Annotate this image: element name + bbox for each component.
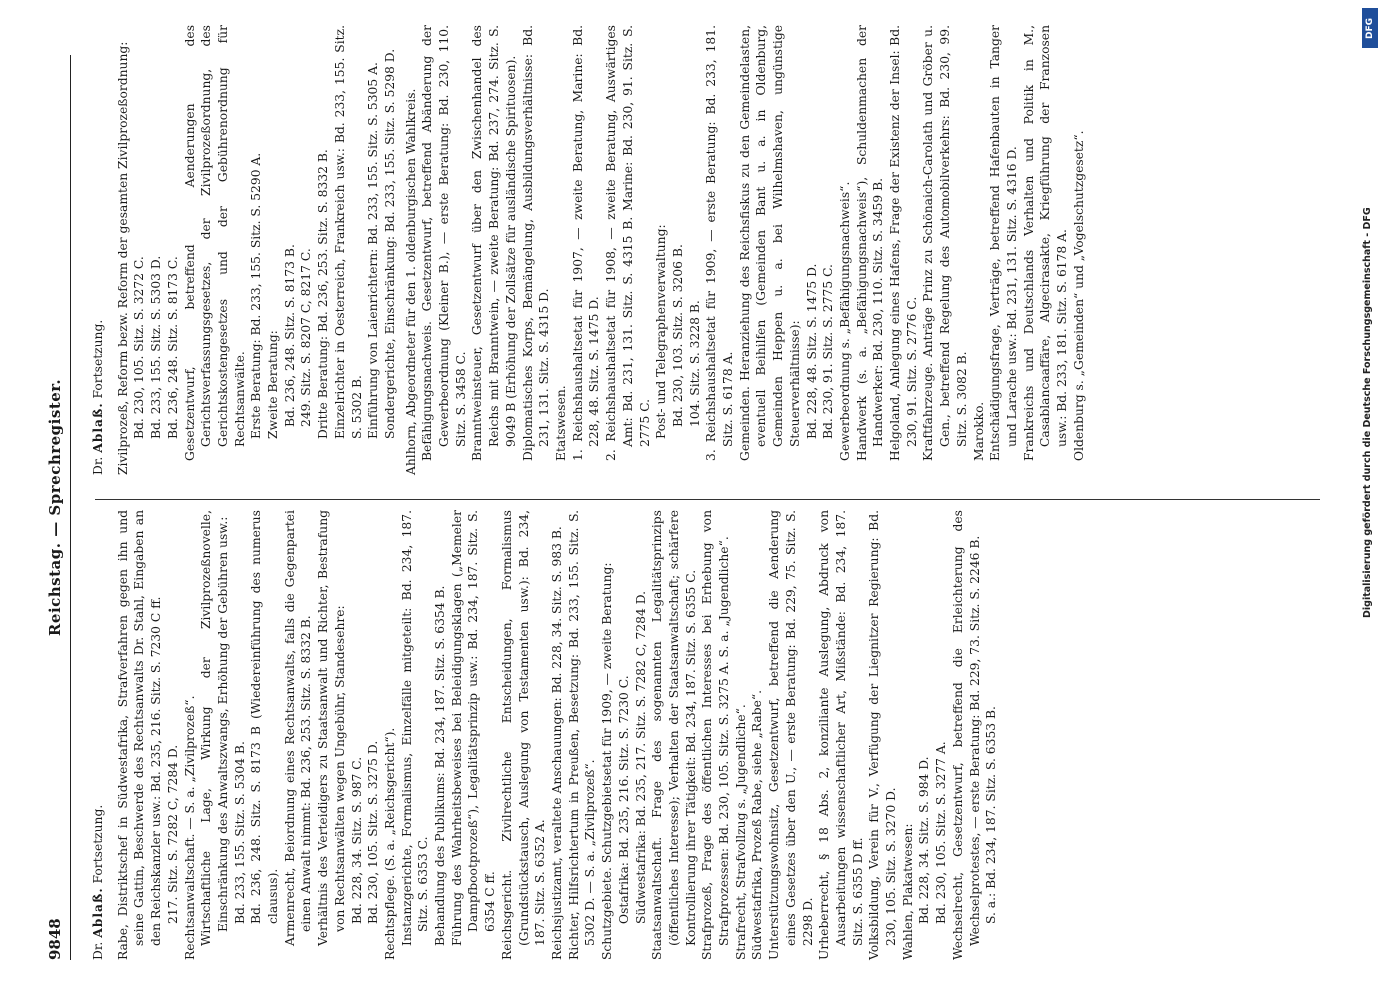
index-entry: Wahlen, Plakatwesen: [900,823,915,960]
index-entry: Befähigungsnachweis. Gesetzentwurf, betreffend Abänderung der Gewerbeordnung (Kleiner B.), — erste Beratung: Bd. 230, 110. Sitz. S. 3458 C. [420,25,468,461]
index-entry: Bd. 230, 103. Sitz. S. 3206 B. [670,244,685,427]
index-entry: Urheberrecht, § 18 Abs. 2, konziliante Auslegung, Abdruck von Ausarbeitungen wissenschaftlicher Art, Mißstände: Bd. 234, 187. Sitz. S. 6355 D ff. [817,510,865,960]
index-entry: Südwestafrika: Bd. 235, 217. Sitz. S. 7282 C, 7284 D. [633,590,648,924]
index-entry: Rechtsanwaltschaft. — S. a. „Zivilprozeß“. [182,695,197,960]
index-entry: Bd. 236, 248. Sitz. S. 8173 B (Wiedereinführung des numerus clausus). [249,510,281,924]
index-entry: Gewerbeordnung s. „Befähigungsnachweis“. [837,181,852,461]
digitization-sidebar [1362,8,1378,993]
index-entry: Bd. 228, 48. Sitz. S. 1475 D. [804,263,819,439]
index-entry: Staatsanwaltschaft. Frage des sogenannten Legalitätsprinzips (öffentliches Interesse); Verhalten der Staatsanwaltschaft; schärfere Kontrollierung ihrer Tätigkeit: Bd. 234, 187. Sitz. S. 6355 C. [650,510,698,960]
index-entry: Bd. 236, 248. Sitz. S. 8173 B. [282,244,297,427]
right-column-heading: Dr. Ablaß. Fortsetzung. [90,319,105,475]
index-entry: Armenrecht, Beiordnung eines Rechtsanwalts, falls die Gegenpartei einen Anwalt nimmt: Bd. 236, 253. Sitz. S. 8332 B. [282,510,314,946]
index-entry: Zivilprozeß, Reform bezw. Reform der gesamten Zivilprozeßordnung: [115,41,130,475]
index-entry: Schutzgebiete. Schutzgebietsetat für 1909, — zweite Beratung: [600,562,615,960]
index-entry: Ostafrika: Bd. 235, 216. Sitz. S. 7230 C. [616,675,631,924]
index-entry: 3. Reichshaushaltsetat für 1909, — erste Beratung: Bd. 233, 181. Sitz. S. 6178 A. [704,25,736,461]
index-entry: Dritte Beratung: Bd. 236, 253. Sitz. S. 8332 B. [316,149,331,439]
index-entry: Bd. 230, 105. Sitz. S. 3272 C. [132,256,147,439]
index-entry: Verhältnis des Verteidigers zu Staatsanwalt und Richter, Bestrafung von Rechtsanwälten wegen Ungebühr, Standesehre: [316,510,347,946]
index-entry: Wechselrecht, Gesetzentwurf, betreffend die Erleichterung des Wechselprotestes, — erste Beratung: Bd. 229, 73. Sitz. S. 2246 B. [950,510,982,960]
index-entry: Bd. 230, 91. Sitz. S. 2775 C. [821,264,836,439]
index-entry: Entschädigungsfrage, Verträge, betreffend Hafenbauten in Tanger und Larache usw.: Bd. 231, 131. Sitz. S. 4316 D. [988,25,1019,461]
index-entry: Einführung von Laienrichtern: Bd. 233, 155. Sitz. S. 5305 A. [366,62,381,439]
index-entry: Wirtschaftliche Lage, Wirkung der Zivilprozeßnovelle, Einschränkung des Anwaltszwangs, Erhöhung der Gebühren usw.: [199,510,230,946]
page-number: 9848 [46,918,64,960]
index-entry: Ahlhorn, Abgeordneter für den 1. oldenburgischen Wahlkreis. [403,88,418,475]
running-title: Reichstag. — Sprechregister. [46,378,64,637]
index-entry: 1. Reichshaushaltsetat für 1907, — zweite Beratung, Marine: Bd. 228, 48. Sitz. S. 1475 D. [570,25,602,461]
index-entry: 104. Sitz. S. 3228 B. [687,300,702,427]
index-entry: Reichsgericht. Zivilrechtliche Entscheidungen, Formalismus (Grundstückstausch, Auslegung von Testamenten usw.): Bd. 234, 187. Sitz. S. 6352 A. [499,510,548,960]
dfg-logo: DFG [1362,8,1378,48]
index-entry: Strafrecht, Strafvollzug s. „Jugendliche“. [733,704,748,960]
index-entry: Marokko. [971,401,986,461]
index-entry: Post- und Telegraphenverwaltung: [654,224,669,439]
index-entry: Bd. 236, 248. Sitz. S. 8173 C. [165,256,180,439]
index-entry: Bd. 228, 34. Sitz. S. 984 D. [917,756,932,924]
index-entry: Unterstützungswohnsitz, Gesetzentwurf, betreffend die Aenderung eines Gesetzes über den U., — erste Beratung: Bd. 229, 75. Sitz. S. 2298 D. [767,510,815,960]
index-entry: Volksbildung, Verein für V., Verfügung der Liegnitzer Regierung: Bd. 230, 105. Sitz. S. 3270 D. [867,510,899,960]
index-entry: Kraftfahrzeuge. Anträge Prinz zu Schönaich-Carolath und Gröber u. Gen., betreffend Regelung des Automobilverkehrs: Bd. 230, 99. Sitz. S. 3082 B. [921,25,969,461]
index-entry: Etatswesen. [553,385,568,461]
column-divider [95,499,1320,500]
index-entry: Zweite Beratung: [266,330,281,439]
index-entry: 2. Reichshaushaltsetat für 1908, — zweite Beratung, Auswärtiges Amt: Bd. 231, 131. Sitz. S. 4315 B. Marine: Bd. 230, 91. Sitz. S. 2775 C. [604,25,652,461]
index-entry: Frankreichs und Deutschlands Verhalten und Politik in M., Casablancaaffäre, Algecirasakte, Kriegführung der Franzosen usw.: Bd. 233, 181. Sitz. S. 6178 A. [1021,25,1070,461]
index-entry: Bd. 233, 155. Sitz. S. 5303 D. [149,255,164,439]
left-column-heading: Dr. Ablaß. Fortsetzung. [90,804,105,960]
index-entry: Reichsjustizamt, veraltete Anschauungen: Bd. 228, 34. Sitz. S. 983 B. [549,526,564,960]
index-entry: Führung des Wahrheitsbeweises bei Beleidigungsklagen („Memeler Dampfbootprozeß“), Legalitätsprinzip usw.: Bd. 234, 187. Sitz. S. 6354 C ff. [449,510,498,946]
index-entry: Gesetzentwurf, betreffend Aenderungen des Gerichtsverfassungsgesetzes, der Zivilprozeßordnung, des Gerichtskostengesetzes und der Gebührenordnung für Rechtsanwälte. [182,25,247,461]
page-header [40,55,71,960]
left-entries [115,510,1000,960]
index-entry: Oldenburg s. „Gemeinden“ und „Vogelschutzgesetz“. [1071,130,1086,461]
index-entry: Helgoland, Anlegung eines Hafens, Frage der Existenz der Insel: Bd. 230, 91. Sitz. S. 2776 C. [888,25,919,461]
index-entry: Rabe, Distriktschef in Südwestafrika, Strafverfahren gegen ihn und seine Gattin, Beschwerde des Rechtsanwalts Dr. Stahl, Eingaben an den Reichskanzler usw.: Bd. 235, 216. Sitz. S. 7230 C ff. [115,510,164,960]
index-entry: Handwerk (s. a. „Befähigungsnachweis“), Schuldenmachen der Handwerker: Bd. 230, 110. Sitz. S. 3459 B. [854,25,886,461]
index-entry: Südwestafrika, Prozeß Rabe, siehe „Rabe“. [750,689,765,960]
index-entry: Diplomatisches Korps, Bemängelung, Ausbildungsverhältnisse: Bd. 231, 131. Sitz. S. 4315 D. [520,25,552,461]
index-entry: Rechtspflege. (S. a. „Reichsgericht“). [382,727,397,960]
digitization-credit: Digitalisierung gefördert durch die Deutsche Forschungsgemeinschaft - DFG [1362,207,1373,618]
index-entry: Instanzgerichte, Formalismus, Einzelfälle mitgeteilt: Bd. 234, 187. Sitz. S. 6353 C. [399,510,431,946]
index-entry: Bd. 233, 155. Sitz. S. 5304 B. [232,741,247,924]
index-entry: Erste Beratung: Bd. 233, 155. Sitz. S. 5290 A. [249,152,264,439]
index-entry: Bd. 228, 34. Sitz. S. 987 C. [349,756,364,924]
right-entries [115,25,1088,475]
index-entry: 249. Sitz. S. 8207 C, 8217 C. [299,248,314,427]
index-entry: S. a.: Bd. 234, 187. Sitz. S. 6353 B. [984,706,999,924]
index-entry: Gemeinden. Heranziehung des Reichsfiskus zu den Gemeindelasten, eventuell Beihilfen (Gemeinden Bant u. a. in Oldenburg, Gemeinden Heppen u. a. bei Wilhelmshaven, ungünstige Steuerverhältnisse): [737,25,802,461]
right-column [90,25,1087,475]
left-column [90,510,1000,960]
index-entry: Sondergerichte, Einschränkung: Bd. 233, 155. Sitz. S. 5298 D. [382,48,397,439]
index-entry: Bd. 230, 105. Sitz. S. 3277 A. [934,741,949,924]
index-entry: Einzelrichter in Oesterreich, Frankreich usw.: Bd. 233, 155. Sitz. S. 5302 B. [332,25,364,439]
index-entry: Branntweinsteuer, Gesetzentwurf über den Zwischenhandel des Reichs mit Branntwein, — zweite Beratung: Bd. 237, 274. Sitz. S. 9049 B (Erhöhung der Zollsätze für ausländische Spirituosen). [470,25,518,461]
index-entry: Richter, Hilfsrichtertum in Preußen, Besetzung: Bd. 233, 155. Sitz. S. 5302 D. — S. a. „Zivilprozeß“. [566,510,598,960]
index-entry: Strafprozeß, Frage des öffentlichen Interesses bei Erhebung von Strafprozessen: Bd. 230, 105. Sitz. S. 3275 A. S. a. „Jugendliche“. [700,510,732,960]
index-entry: Bd. 230, 105. Sitz. S. 3275 D. [366,740,381,924]
index-entry: Behandlung des Publikums: Bd. 234, 187. Sitz. S. 6354 B. [433,585,448,946]
index-entry: 217. Sitz. S. 7282 C, 7284 D. [165,744,180,924]
